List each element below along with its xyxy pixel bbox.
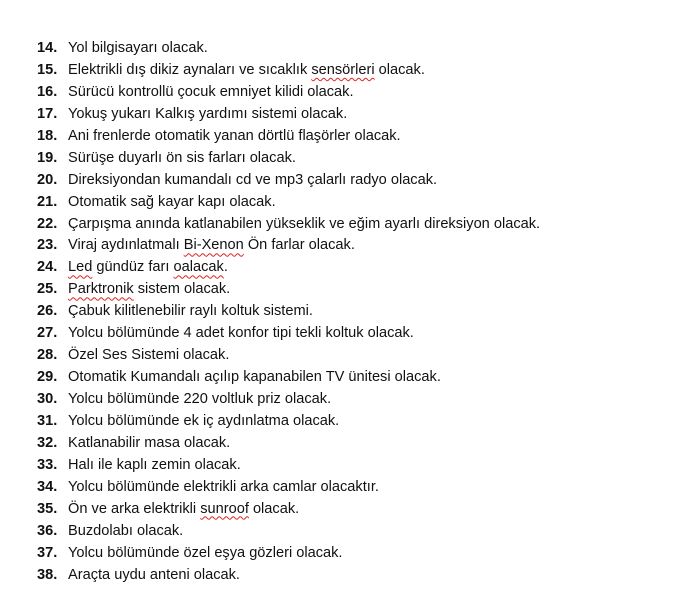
item-text bbox=[68, 457, 241, 473]
item-number: 27. bbox=[37, 325, 58, 342]
text-run: Otomatik Kumandalı açılıp kapanabilen TV ünitesi olacak. bbox=[68, 369, 441, 386]
text-run: Çabuk kilitlenebilir raylı koltuk sistemi. bbox=[68, 303, 313, 320]
item-text bbox=[68, 84, 354, 100]
list-item bbox=[37, 104, 540, 126]
item-text bbox=[68, 413, 339, 429]
item-text bbox=[68, 128, 401, 144]
item-number: 24. bbox=[37, 259, 58, 276]
item-number: 17. bbox=[37, 105, 58, 122]
item-number: 31. bbox=[37, 412, 58, 429]
item-number: 36. bbox=[37, 522, 58, 539]
list-item bbox=[37, 279, 540, 301]
list-item bbox=[37, 192, 540, 214]
text-run: Halı ile kaplı zemin olacak. bbox=[68, 456, 241, 473]
text-run: sistem olacak. bbox=[133, 281, 231, 298]
list-item bbox=[37, 433, 540, 455]
list-item bbox=[37, 38, 540, 60]
text-run: Yolcu bölümünde 220 voltluk priz olacak. bbox=[68, 391, 332, 407]
item-text bbox=[68, 194, 276, 210]
item-number: 22. bbox=[37, 215, 58, 232]
item-number: 15. bbox=[37, 61, 58, 78]
item-text bbox=[68, 281, 230, 297]
list-item bbox=[37, 214, 540, 236]
text-run: gündüz farı bbox=[92, 259, 174, 276]
text-run: Viraj aydınlatmalı bbox=[68, 237, 184, 254]
item-number: 16. bbox=[37, 83, 58, 100]
item-number: 23. bbox=[37, 237, 58, 254]
text-run: Buzdolabı olacak. bbox=[68, 522, 184, 539]
document-body bbox=[37, 38, 540, 586]
list-item bbox=[37, 345, 540, 367]
item-number: 28. bbox=[37, 347, 58, 364]
list-item bbox=[37, 521, 540, 543]
item-text bbox=[68, 62, 425, 78]
item-number: 34. bbox=[37, 478, 58, 495]
item-number: 33. bbox=[37, 456, 58, 473]
list-item bbox=[37, 148, 540, 170]
list-item bbox=[37, 389, 540, 411]
list-item bbox=[37, 170, 540, 192]
text-run: olacak. bbox=[374, 61, 425, 78]
text-run: Ön farlar olacak. bbox=[243, 237, 355, 254]
text-run: Yolcu bölümünde ek iç aydınlatma olacak. bbox=[68, 412, 340, 429]
item-number: 19. bbox=[37, 149, 58, 166]
item-text bbox=[68, 216, 540, 232]
list-item bbox=[37, 499, 540, 521]
item-number: 37. bbox=[37, 544, 58, 561]
text-run: Ön ve arka elektrikli bbox=[68, 500, 201, 517]
numbered-list bbox=[37, 38, 540, 586]
list-item bbox=[37, 543, 540, 565]
list-item bbox=[37, 301, 540, 323]
item-text bbox=[68, 391, 331, 407]
list-item bbox=[37, 367, 540, 389]
text-run: Elektrikli dış dikiz aynaları ve sıcaklık bbox=[68, 61, 312, 78]
item-text bbox=[68, 347, 229, 363]
text-run: Sürüşe duyarlı ön sis farları olacak. bbox=[68, 149, 296, 166]
item-number: 30. bbox=[37, 391, 58, 407]
item-text bbox=[68, 545, 342, 561]
item-text bbox=[68, 237, 355, 253]
item-text bbox=[68, 567, 240, 583]
list-item bbox=[37, 60, 540, 82]
list-item bbox=[37, 235, 540, 257]
item-text bbox=[68, 435, 230, 451]
text-run: Ani frenlerde otomatik yanan dörtlü flaşörler olacak. bbox=[68, 127, 401, 144]
item-text bbox=[68, 40, 208, 56]
spellcheck-flagged-word: Led bbox=[68, 259, 93, 276]
text-run: Araçta uydu anteni olacak. bbox=[68, 566, 240, 583]
text-run: Yolcu bölümünde özel eşya gözleri olacak. bbox=[68, 544, 343, 561]
spellcheck-flagged-word: Bi-Xenon bbox=[183, 237, 244, 254]
list-item bbox=[37, 411, 540, 433]
item-number: 35. bbox=[37, 500, 58, 517]
item-text bbox=[68, 150, 296, 166]
item-number: 32. bbox=[37, 434, 58, 451]
text-run: olacak. bbox=[248, 500, 300, 517]
item-text bbox=[68, 106, 347, 122]
item-text bbox=[68, 479, 379, 495]
text-run: Otomatik sağ kayar kapı olacak. bbox=[68, 193, 276, 210]
text-run: Sürücü kontrollü çocuk emniyet kilidi olacak. bbox=[68, 83, 354, 100]
item-text bbox=[68, 523, 183, 539]
item-text bbox=[68, 172, 437, 188]
text-run: Yol bilgisayarı olacak. bbox=[68, 40, 208, 56]
list-item bbox=[37, 477, 540, 499]
list-item bbox=[37, 323, 540, 345]
item-text bbox=[68, 259, 228, 275]
spellcheck-flagged-word: sensörleri bbox=[311, 61, 375, 78]
text-run: Katlanabilir masa olacak. bbox=[68, 434, 231, 451]
spellcheck-flagged-word: sunroof bbox=[200, 500, 249, 517]
spellcheck-flagged-word: Parktronik bbox=[68, 281, 134, 298]
text-run: Çarpışma anında katlanabilen yükseklik ve eğim ayarlı direksiyon olacak. bbox=[68, 215, 541, 232]
list-item bbox=[37, 565, 540, 587]
item-number: 20. bbox=[37, 171, 58, 188]
list-item bbox=[37, 455, 540, 477]
item-number: 14. bbox=[37, 40, 58, 56]
item-text bbox=[68, 369, 441, 385]
item-number: 25. bbox=[37, 281, 58, 298]
text-run: . bbox=[223, 259, 228, 276]
list-item bbox=[37, 257, 540, 279]
text-run: Yokuş yukarı Kalkış yardımı sistemi olacak. bbox=[68, 105, 348, 122]
item-number: 21. bbox=[37, 193, 58, 210]
list-item bbox=[37, 126, 540, 148]
item-text bbox=[68, 325, 414, 341]
item-number: 38. bbox=[37, 566, 58, 583]
text-run: Direksiyondan kumandalı cd ve mp3 çalarlı radyo olacak. bbox=[68, 171, 438, 188]
list-item bbox=[37, 82, 540, 104]
item-text bbox=[68, 501, 299, 517]
item-number: 26. bbox=[37, 303, 58, 320]
item-text bbox=[68, 303, 313, 319]
text-run: Özel Ses Sistemi olacak. bbox=[68, 347, 230, 364]
text-run: Yolcu bölümünde elektrikli arka camlar olacaktır. bbox=[68, 478, 379, 495]
spellcheck-flagged-word: oalacak bbox=[173, 259, 224, 276]
item-number: 29. bbox=[37, 369, 58, 386]
text-run: Yolcu bölümünde 4 adet konfor tipi tekli koltuk olacak. bbox=[68, 325, 414, 342]
item-number: 18. bbox=[37, 127, 58, 144]
